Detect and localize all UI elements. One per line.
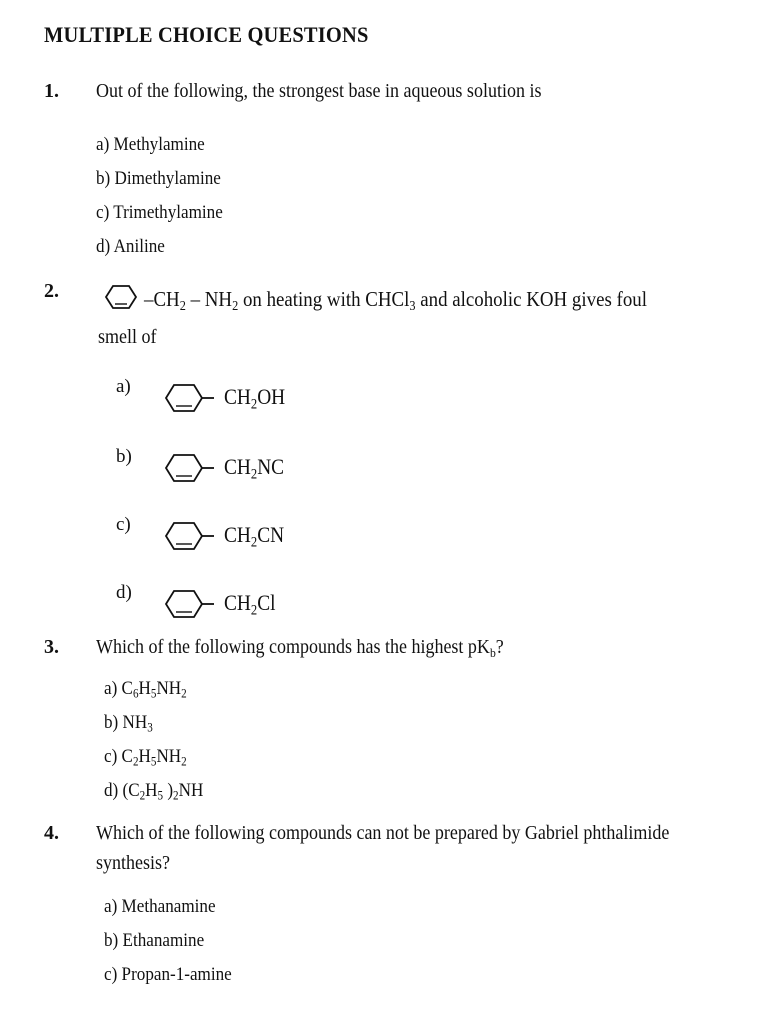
question-1-option-c: c) Trimethylamine [96, 202, 223, 223]
benzene-ring-icon [160, 518, 216, 554]
option-label: d) [116, 582, 132, 603]
option-formula: $CH_2OH$ [224, 384, 286, 413]
question-3-option-d: d) ($C_2H_5$ )$_2NH$ [104, 780, 204, 803]
benzene-ring-icon [160, 586, 216, 622]
question-1-text: Out of the following, the strongest base in aqueous solution is [96, 80, 542, 102]
question-4-option-a: a) Methanamine [104, 896, 216, 917]
question-2-option-d [116, 582, 416, 622]
option-label: b) [116, 446, 132, 467]
question-1-number: 1. [44, 80, 59, 102]
question-4-text-line2: synthesis? [96, 852, 170, 874]
question-4-option-c: c) Propan-1-amine [104, 964, 232, 985]
option-formula: $CH_2NC$ [224, 454, 285, 483]
benzene-ring-icon [96, 282, 144, 312]
question-1-option-b: b) Dimethylamine [96, 168, 221, 189]
option-label: c) [116, 514, 131, 535]
option-formula: $CH_2Cl$ [224, 590, 276, 619]
option-formula: $CH_2CN$ [224, 522, 285, 551]
question-2-option-c [116, 514, 416, 554]
question-3-text: Which of the following compounds has the highest $pK_b$? [96, 636, 504, 660]
question-4-number: 4. [44, 822, 59, 844]
benzene-ring-icon [160, 450, 216, 486]
question-2-stem: $-CH_2 - NH_2$ on heating with CHCl$_3$ and alcoholic KOH gives foul [96, 282, 703, 314]
question-1-option-d: d) Aniline [96, 236, 165, 257]
question-3-option-c: c) $C_2H_5NH_2$ [104, 746, 187, 769]
question-3-option-a: a) $C_6H_5NH_2$ [104, 678, 187, 701]
question-1-option-a: a) Methylamine [96, 134, 205, 155]
benzene-ring-icon [160, 380, 216, 416]
option-label: a) [116, 376, 131, 397]
question-2-number: 2. [44, 280, 59, 302]
question-4-option-b: b) Ethanamine [104, 930, 205, 951]
question-2-option-b [116, 446, 416, 486]
question-4-text: Which of the following compounds can not be prepared by Gabriel phthalimide [96, 822, 670, 844]
question-3-number: 3. [44, 636, 59, 658]
question-3-option-b: b) $NH_3$ [104, 712, 153, 735]
page-title: MULTIPLE CHOICE QUESTIONS [44, 22, 369, 47]
question-2-option-a [116, 376, 416, 416]
question-2-stem-line2: smell of [98, 326, 157, 348]
